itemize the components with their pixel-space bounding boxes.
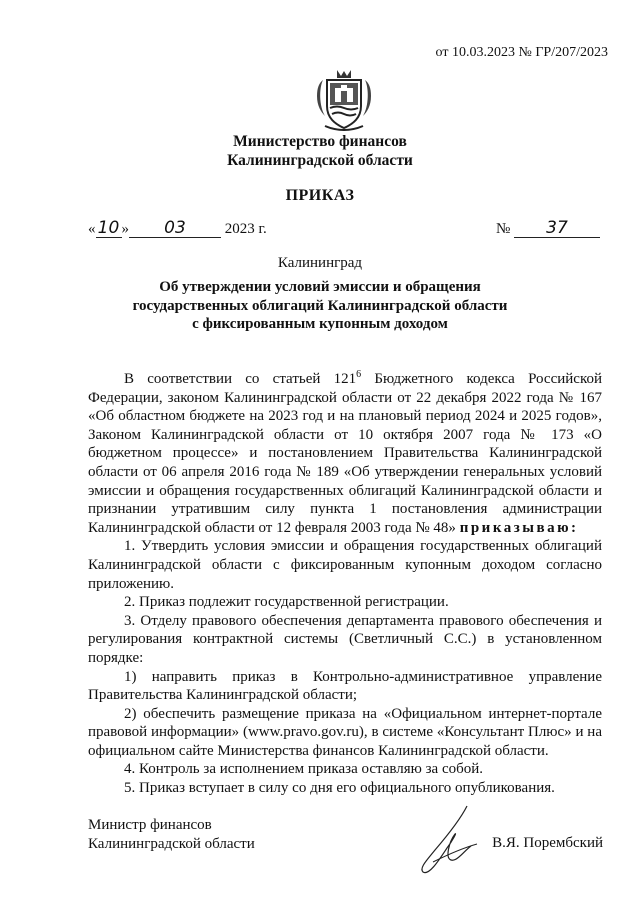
coat-of-arms-icon — [315, 68, 373, 132]
registration-number: от 10.03.2023 № ГР/207/2023 — [435, 45, 608, 60]
document-type: ПРИКАЗ — [285, 187, 355, 204]
number-sign: № — [495, 221, 511, 237]
number-value: 37 — [514, 220, 600, 238]
date-close-quote: » — [121, 221, 129, 237]
subject-line-3: с фиксированным купонным доходом — [192, 316, 448, 332]
ministry-line-2: Калининградской области — [227, 152, 413, 169]
city: Калининград — [277, 255, 363, 271]
date-day: 10 — [96, 220, 122, 238]
signatory-name: В.Я. Порембский — [492, 835, 603, 851]
item-1: 1. Утвердить условия эмиссии и обращения государственных облигаций Калининградской области с фиксированным купонным доходом согласно приложению. — [88, 538, 602, 592]
item-3: 3. Отделу правового обеспечения департамента правового обеспечения и регулирования контрактной системы (Светличный С.С.) в установленном порядке: — [88, 612, 602, 666]
order-number — [496, 220, 600, 238]
preamble-start: В соответствии со статьей 121 — [124, 371, 357, 387]
order-word: приказываю: — [459, 519, 579, 536]
preamble-rest: Бюджетного кодекса Российской Федерации, законом Калининградской области от 22 декабря 2022 года № 167 «Об областном бюджете на 2023 год и на плановый период 2024 и 2025 годов», Законом Калининградской области от 10 октября 2007 года № 173 «О бюджетном процессе» и постановлением Правительства Калининградской области от 06 апреля 2016 года № 189 «Об утверждении генеральных условий эмиссии и обращения государственных облигаций Калининградской области и признании утратившим силу пункта 1 постановления администрации Калининградской области от 12 февраля 2003 года № 48» — [88, 371, 602, 536]
item-5: 5. Приказ вступает в силу со дня его официального опубликования. — [124, 780, 555, 797]
ministry-line-1: Министерство финансов — [233, 133, 407, 150]
item-2: 2. Приказ подлежит государственной регистрации. — [124, 594, 449, 611]
order-subject — [0, 278, 640, 334]
ministry-name — [0, 132, 640, 170]
signatory-title-line-1: Министр финансов — [88, 817, 212, 833]
date-month: 03 — [129, 220, 221, 238]
order-body — [88, 366, 602, 798]
item-3-sub-1: 1) направить приказ в Контрольно-административное управление Правительства Калининградской области; — [88, 668, 602, 704]
item-3-sub-2: 2) обеспечить размещение приказа на «Официальном интернет-портале правовой информации» (www.pravo.gov.ru), в системе «Консультант Плюс» и на официальном сайте Министерства финансов Калининградской области. — [88, 705, 602, 759]
signatory-title — [88, 816, 255, 854]
signature-icon — [405, 802, 495, 882]
order-date — [88, 220, 267, 238]
preamble-paragraph — [88, 366, 602, 537]
signatory-title-line-2: Калининградской области — [88, 836, 255, 852]
subject-line-2: государственных облигаций Калининградской области — [132, 297, 508, 314]
item-4: 4. Контроль за исполнением приказа оставляю за собой. — [124, 761, 484, 778]
date-year: 2023 г. — [224, 221, 267, 237]
date-open-quote: « — [88, 221, 96, 237]
subject-line-1: Об утверждении условий эмиссии и обращения — [159, 279, 481, 295]
article-superscript: 6 — [356, 369, 362, 380]
